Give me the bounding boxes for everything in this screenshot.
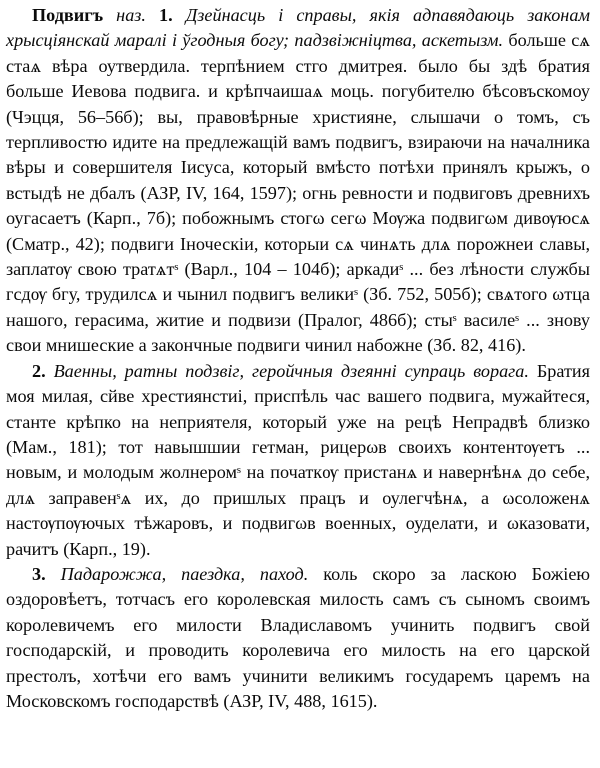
sense-citations: Братия моя милая, сйве хрестиянстиі, приспѣль час вашего подвига, мужайтеся, станте крѣпко на неприятеля, который уже на рецѣ Непрадвѣ близко (Мам., 181); тот навышшии гетман, рицерωв своихъ контентѹетъ ... новым, и молодым жолнеромˢ на початкѹ пристанѧ и навернѣнѧ до себе, длѧ заправенˢѧ их, до пришлых працъ и оулегчѣнѧ, а ωсоложенѧ настѹпѹючых тѣжаровъ, и подвигωв военных, оуделати, и ωказовати, рачитъ (Карп., 19). [6, 360, 591, 559]
sense-number: 2. [32, 360, 46, 381]
sense-2-paragraph [6, 359, 590, 562]
sense-definition: Падарожжа, паездка, паход. [60, 563, 309, 584]
sense-3-paragraph [6, 562, 590, 714]
sense-number: 3. [32, 563, 46, 584]
dictionary-entry [6, 3, 590, 714]
sense-citations: больше сѧ стаѧ вѣра оутвердила. терпѣнием стго дмитрея. было бы здѣ братия больше Иевова подвига. и крѣпчаишаѧ моць. погубителю бѣсовъскомоу (Чэцця, 56–56б); вы, правовѣрные християне, слышачи о томъ, съ терпливостю идите на предлежащій вамъ подвигъ, взираючи на началника вѣры и совершителя Іисуса, который вмѣсто потѣхи принялъ крыжъ, о встыдѣ не дбалъ (АЗР, IV, 164, 1597); огнь ревности и подвиговъ древнихъ оугасаетъ (Карп., 7б); побожнымъ стогω сегω Мѹжа подвигωм дивѹюсѧ (Сматр., 42); подвиги Іноческіи, которыи сѧ чинѧть длѧ порожнеи славы, заплатѹ свою тратѧтˢ (Варл., 104 – 104б); аркадиˢ ... без лѣности службы гсдѹ бгу, трудилсѧ и чынил подвигъ великиˢ (Зб. 752, 505б); свѧтого ωтца нашого, герасима, житие и подвизи (Пралог, 486б); стыˢ василеˢ ... знову свои мнишеские а закончные подвиги чинил набожне (Зб. 82, 416). [6, 30, 591, 356]
part-of-speech: наз. [116, 5, 146, 25]
sense-definition: Ваенны, ратны подзвіг, геройчныя дзеянні супраць ворага. [53, 360, 529, 381]
sense-citations: коль скоро за ласкою Божіею оздоровѣетъ, тотчасъ его королевская милость самъ съ сыномъ своимъ королевичемъ его милости Владиславомъ учинить подвигъ свой господарскій, и проводить королевича его милость на его царской престолъ, хотѣчи его вамъ учинити великимъ государемъ царемъ на Московскомъ господарствѣ (АЗР, IV, 488, 1615). [6, 563, 591, 711]
headword: Подвигъ [32, 5, 104, 25]
sense-1-paragraph [6, 3, 590, 359]
sense-definition: Дзейнасць і справы, якія адпавядаюць законам хрысціянскай маралі і ўгодныя богу; падзвіжніцтва, аскетызм. [6, 5, 591, 51]
sense-number: 1. [159, 5, 173, 25]
